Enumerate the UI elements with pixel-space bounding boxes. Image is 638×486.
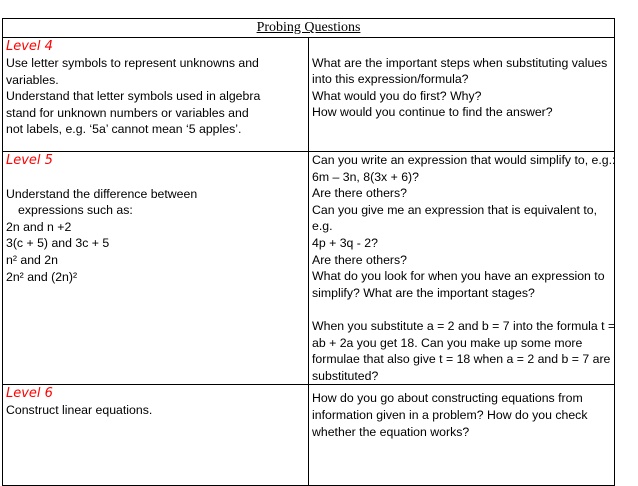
level-4-question-line: into this expression/formula?: [312, 72, 469, 87]
level-4-objective-line: variables.: [6, 72, 59, 87]
level-5-question-line: simplify? What are the important stages?: [312, 285, 535, 300]
level-5-question-line: What do you look for when you have an expression to: [312, 269, 605, 284]
level-5-question-line: Are there others?: [312, 186, 408, 201]
level-5-question-line: Are there others?: [312, 252, 408, 267]
level-6-objectives-cell: [3, 385, 309, 486]
level-5-objective-line: expressions such as:: [18, 203, 133, 218]
level-5-questions-cell: [309, 152, 615, 385]
level-6-question-line: information given in a problem? How do you check: [312, 407, 588, 422]
table-title: Probing Questions: [3, 19, 615, 38]
level-6-question-line: whether the equation works?: [312, 424, 470, 439]
level-5-question-line: When you substitute a = 2 and b = 7 into the formula t =: [312, 318, 616, 333]
level-5-question-line: formulae that also give t = 18 when a = 2 and b = 7 are: [312, 352, 611, 367]
level-5-objective-line: Understand the difference between: [6, 186, 198, 201]
level-5-objective-line: 3(c + 5) and 3c + 5: [6, 236, 110, 251]
level-5-question-line: Can you give me an expression that is equivalent to,: [312, 202, 598, 217]
level-4-objective-line: stand for unknown numbers or variables and: [6, 105, 249, 120]
level-4-objective-line: Understand that letter symbols used in algebra: [6, 89, 261, 104]
spacer: [312, 38, 614, 55]
level-4-questions-cell: [309, 38, 615, 152]
level-4-objectives-cell: [3, 38, 309, 152]
level-4-objective-line: Use letter symbols to represent unknowns and: [6, 56, 259, 70]
level-5-question-line: ab + 2a you get 18. Can you make up some more: [312, 335, 583, 350]
level-6-question-line: How do you go about constructing equations from: [312, 391, 583, 406]
level-4-heading: Level 4: [6, 39, 53, 54]
level-5-objective-line: 2n and n +2: [6, 219, 72, 234]
level-5-question-line: Can you write an expression that would simplify to, e.g.:: [312, 153, 616, 167]
probing-questions-table: [2, 18, 615, 486]
level-5-question-line: e.g.: [312, 219, 333, 234]
level-5-question-line: substituted?: [312, 368, 379, 383]
level-5-objectives-cell: [3, 152, 309, 385]
level-4-objective-line: not labels, e.g. ‘5a’ cannot mean ‘5 apples’.: [6, 122, 242, 137]
level-4-question-line: What are the important steps when substituting values: [312, 55, 608, 70]
level-4-question-line: How would you continue to find the answer?: [312, 105, 553, 120]
level-6-heading: Level 6: [6, 386, 53, 402]
table-row-level-6: [3, 385, 615, 486]
table-row-level-4: [3, 38, 615, 152]
level-6-questions-cell: [309, 385, 615, 486]
table-row-level-5: [3, 152, 615, 385]
spacer: [312, 301, 614, 318]
level-5-objective-line: n² and 2n: [6, 252, 58, 267]
level-5-objective-line: 2n² and (2n)²: [6, 269, 78, 284]
level-4-question-line: What would you do first? Why?: [312, 88, 482, 103]
level-6-objective-line: Construct linear equations.: [6, 403, 153, 418]
level-5-heading: Level 5: [6, 153, 53, 168]
level-5-question-line: 4p + 3q - 2?: [312, 235, 378, 250]
level-5-question-line: 6m – 3n, 8(3x + 6)?: [312, 169, 419, 184]
